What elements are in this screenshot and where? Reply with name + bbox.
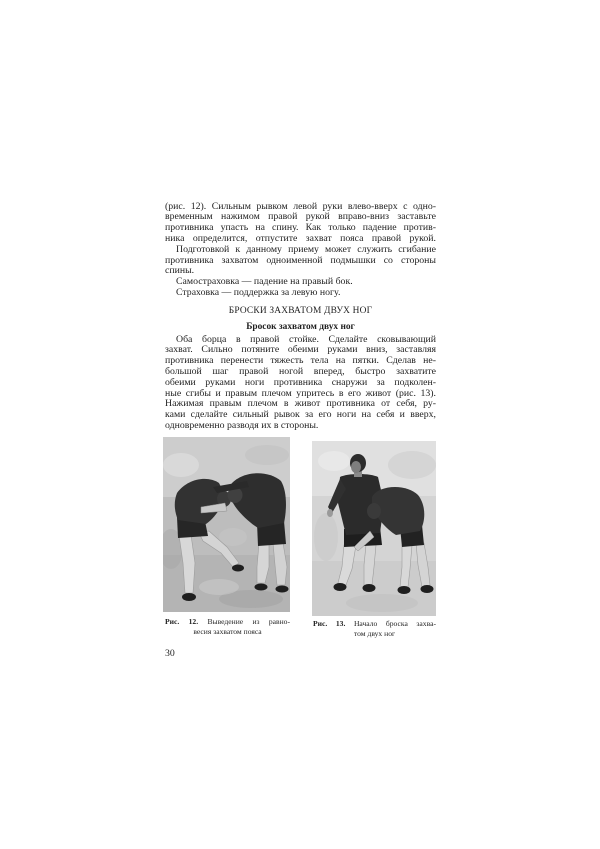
text-line: ника определится, отпустите захват пояса правой рукой. bbox=[165, 233, 436, 244]
head bbox=[367, 503, 381, 519]
caption-text: Выведение из равно- bbox=[207, 617, 290, 626]
photo-grain bbox=[314, 513, 338, 561]
caption-line bbox=[313, 619, 436, 629]
section-subheading: Бросок захватом двух ног bbox=[246, 322, 355, 332]
paragraph bbox=[165, 245, 436, 277]
paragraph bbox=[165, 202, 436, 245]
caption-text: Начало броска захва- bbox=[353, 619, 436, 628]
text-line: противника захватом одноименной подмышки со стороны bbox=[165, 255, 436, 266]
text-line: (рис. 12). Сильным рывком левой руки влево-вверх с одно- bbox=[165, 201, 436, 212]
caption-line: весия захватом пояса bbox=[193, 626, 262, 636]
text-line: ками сделайте сильный рывок за его ноги на себя и вверх, bbox=[165, 410, 436, 421]
photo-grain bbox=[388, 451, 436, 479]
text-line: одновременно разводя их в стороны. bbox=[165, 420, 319, 431]
self-insurance-note bbox=[165, 277, 436, 288]
text-line: временным нажимом правой рукой вправо-вниз заставьте bbox=[165, 212, 436, 223]
intro-text bbox=[165, 202, 436, 299]
caption-line bbox=[165, 617, 290, 627]
page-number: 30 bbox=[165, 648, 175, 659]
text-line: большой шаг правой ногой вперед, быстро захватите bbox=[165, 366, 436, 377]
figure-13-caption bbox=[313, 619, 436, 638]
text-line: противника упасть на спину. Как только падение против- bbox=[165, 223, 436, 234]
figure-label: Рис. 12. bbox=[165, 617, 199, 626]
paragraph bbox=[165, 335, 436, 432]
text-line: Страховка — поддержка за левую ногу. bbox=[176, 287, 341, 298]
text-line: ные сгибы и правым плечом упритесь в его живот (рис. 13). bbox=[165, 388, 436, 399]
text-line: Самостраховка — падение на правый бок. bbox=[176, 277, 353, 288]
text-line: Оба борца в правой стойке. Сделайте сковывающий bbox=[176, 334, 436, 345]
caption-line: том двух ног bbox=[353, 628, 396, 638]
text-line: Подготовкой к данному приему может служить сгибание bbox=[176, 244, 436, 255]
section-text bbox=[165, 335, 436, 432]
shoe bbox=[334, 583, 347, 591]
figure-13-photo bbox=[312, 441, 436, 616]
shoe bbox=[363, 584, 376, 592]
shoe bbox=[255, 584, 268, 591]
shoe bbox=[398, 586, 411, 594]
figure-12-photo bbox=[163, 437, 290, 612]
text-line: обеими руками ноги противника снаружи за подколен- bbox=[165, 377, 436, 388]
shoe bbox=[232, 565, 244, 572]
photo-grain bbox=[163, 453, 199, 477]
text-line: спины. bbox=[165, 266, 195, 277]
shoe bbox=[182, 593, 196, 601]
photo-grain bbox=[346, 594, 418, 612]
shoe bbox=[421, 585, 434, 593]
figure-12-caption bbox=[165, 617, 290, 636]
photo-grain bbox=[318, 451, 350, 471]
text-line: Нажимая правым плечом в живот противника от себя, ру- bbox=[165, 399, 436, 410]
shoe bbox=[276, 586, 289, 593]
section-heading: БРОСКИ ЗАХВАТОМ ДВУХ НОГ bbox=[228, 306, 373, 316]
photo-grain bbox=[245, 445, 289, 465]
face bbox=[351, 461, 361, 473]
photo-grain bbox=[199, 579, 239, 595]
text-line: захват. Сильно потяните обеими руками вниз, заставляя bbox=[165, 345, 436, 356]
insurance-note bbox=[165, 288, 436, 299]
hand bbox=[327, 509, 333, 517]
text-line: противника перенести тяжесть тела на пятки. Сделав не- bbox=[165, 356, 436, 367]
figure-label: Рис. 13. bbox=[313, 619, 346, 628]
